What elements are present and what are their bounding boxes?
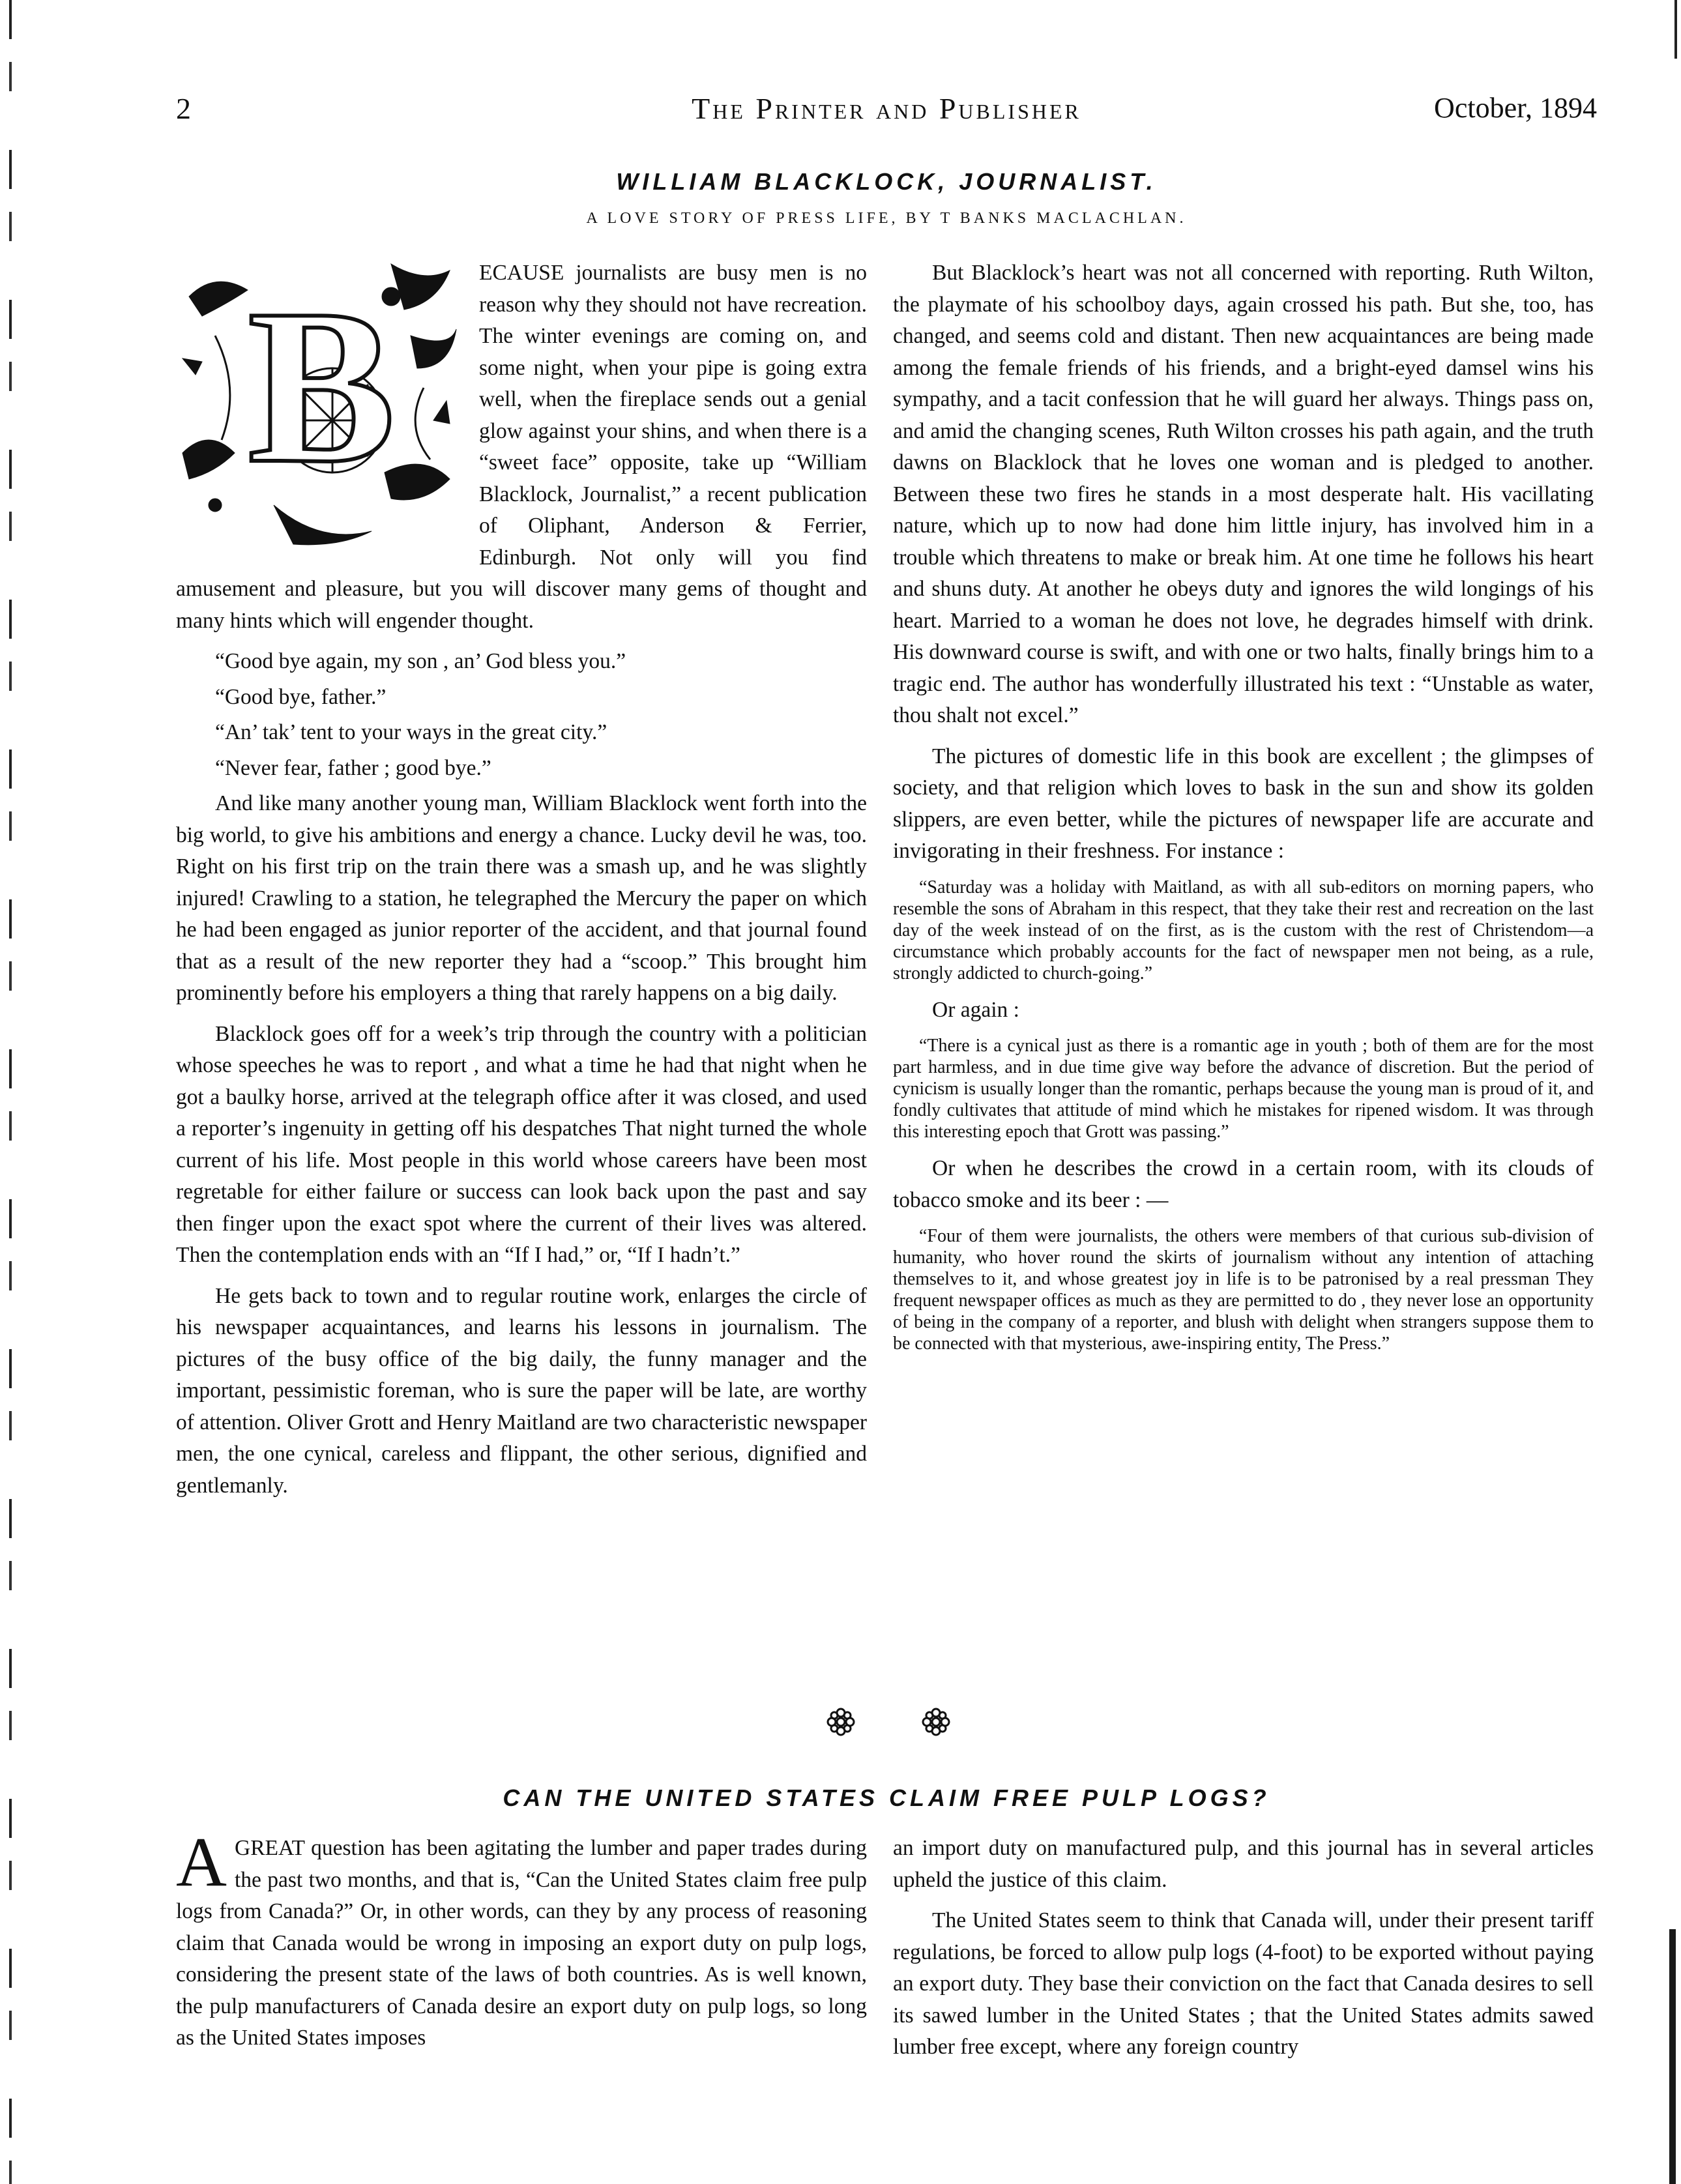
page-number: 2	[176, 92, 191, 125]
paragraph: Or when he describes the crowd in a certain room, with its clouds of tobacco smoke and its beer : —	[893, 1156, 1594, 1212]
paragraph: an import duty on manufactured pulp, and this journal has in several articles upheld the justice of this claim.	[893, 1836, 1594, 1892]
decorated-drop-cap	[176, 257, 463, 547]
scan-edge-artifact	[1674, 0, 1677, 59]
paragraph: Blacklock goes off for a week’s trip through the country with a politician whose speeches he was to report , and what a time he had that night when he got a baulky horse, arrived at the telegraph office after it was closed, and used a reporter’s ingenuity in getting off his despatches That night turned the whole current of his life. Most people in this world whose careers have been most regretable for either failure or success can look back upon the past and say then finger upon the exact spot where the current of their lives was altered. Then the contemplation ends with an “If I had,” or, “If I hadn’t.”	[176, 1021, 867, 1267]
article-column-right	[893, 257, 1594, 1365]
page-header	[176, 91, 1597, 130]
block-quote: “There is a cynical just as there is a romantic age in youth ; both of them are for the most part harmless, and in due time give way before the advance of discretion. But the period of cynicism is usually longer than the romantic, perhaps because the young man is proud of it, and fondly cultivates that attitude of mind which he mistakes for ripened wisdom. It was through this interesting epoch that Grott was passing.”	[893, 1036, 1594, 1142]
paragraph: But Blacklock’s heart was not all concerned with reporting. Ruth Wilton, the playmate of his schoolboy days, again crossed his path. But she, too, has changed, and seems cold and distant. Then new acquaintances are being made among the female friends of his friends, and a bright-eyed damsel wins his sympathy, and a tacit confession that he will guard her always. Things pass on, and amid the changing scenes, Ruth Wilton crosses his path again, and the truth dawns on Blacklock that he loves one woman and is pledged to another. Between these two fires he stands in a most desperate halt. His vacillating nature, which up to now had done him little injury, has involved him in a trouble which threatens to make or break him. At one time he follows his heart and shuns duty. At another he obeys duty and ignores the wild longings of his heart. Married to a woman he does not love, he degrades himself with drink. His downward course is swift, and with one or two halts, finally brings him to a tragic end. The author has wonderfully illustrated his text : “Unstable as water, thou shalt not excel.”	[893, 261, 1594, 727]
dialogue-line: “Good bye again, my son , an’ God bless you.”	[215, 649, 626, 673]
article-column-right	[893, 1833, 1594, 2073]
paragraph: The United States seem to think that Canada will, under their present tariff regulations, be forced to allow pulp logs (4-foot) to be exported without paying an export duty. They base their conviction on the fact that Canada desires to sell its sawed lumber in the United States ; that the United States admits sawed lumber free except, where any foreign country	[893, 1908, 1594, 2059]
paragraph: And like many another young man, William Blacklock went forth into the big world, to give his ambitions and energy a chance. Lucky devil he was, too. Right on his first trip on the train there was a smash up, and he was slightly injured! Crawling to a station, he telegraphed the Mercury the paper on which he had been engaged as junior reporter of the accident, and that journal found that as a result of the new reporter they had a “scoop.” This brought him prominently before his employers a thing that rarely happens on a big daily.	[176, 791, 867, 1005]
floral-ornament-icon	[826, 1708, 855, 1736]
dialogue-line: “An’ tak’ tent to your ways in the great city.”	[215, 720, 607, 744]
article-column-left	[176, 1824, 867, 2063]
paragraph: Or again :	[932, 997, 1019, 1022]
paragraph-text: GREAT question has been agitating the lumber and paper trades during the past two months, and that is, “Can the United States claim free pulp logs from Canada?” Or, in other words, can they by any process of reasoning claim that Canada would be wrong in imposing an export duty on pulp logs, considering the present state of the laws of both countries. As is well known, the pulp manufacturers of Canada desire an export duty on pulp logs, so long as the United States imposes	[176, 1836, 867, 2050]
journal-name: The Printer and Publisher	[692, 92, 1081, 125]
scan-edge-artifact	[1669, 1929, 1676, 2184]
article-title: CAN THE UNITED STATES CLAIM FREE PULP LOGS?	[503, 1784, 1270, 1811]
article-subtitle: A LOVE STORY OF PRESS LIFE, BY T BANKS MACLACHLAN.	[586, 210, 1187, 227]
section-divider	[0, 1708, 1681, 1747]
drop-cap-letter: A	[176, 1824, 227, 1901]
block-quote: “Four of them were journalists, the others were members of that curious sub-division of humanity, who hover round the skirts of journalism without any intention of attaching themselves to it, and whose greatest joy in life is to be patronised by a real pressman They frequent newspaper offices as much as they are permitted to do , they never lose an opportunity of being in the company of a reporter, and blush with delight when strangers suppose them to be connected with that mysterious, awe-inspiring entity, The Press.”	[893, 1226, 1594, 1354]
floral-ornament-icon	[922, 1708, 950, 1736]
article-title: WILLIAM BLACKLOCK, JOURNALIST.	[616, 168, 1157, 195]
scan-edge-artifact	[9, 0, 12, 2184]
drop-cap-letter: B	[248, 263, 396, 509]
article-column-left	[176, 257, 867, 1511]
paragraph: He gets back to town and to regular routine work, enlarges the circle of his newspaper acquaintances, and learns his lessons in journalism. The pictures of the busy office of the big daily, the funny manager and the important, pessimistic foreman, who is sure the paper will be late, are worthy of attention. Oliver Grott and Henry Maitland are two characteristic newspaper men, the one cynical, careless and flippant, the other serious, dignified and gentlemanly.	[176, 1283, 867, 1498]
dialogue-line: “Good bye, father.”	[215, 684, 387, 709]
block-quote: “Saturday was a holiday with Maitland, as with all sub-editors on morning papers, who resemble the sons of Abraham in this respect, that they take their rest and recreation on the last day of the week instead of on the first, as is the custom with the rest of Christendom—a circumstance which probably accounts for the fact of newspaper men not being, as a rule, strongly addicted to church-going.”	[893, 877, 1594, 983]
paragraph	[176, 1824, 867, 2054]
dialogue-line: “Never fear, father ; good bye.”	[215, 755, 491, 780]
paragraph: ECAUSE journalists are busy men is no reason why they should not have recreation. The winter evenings are coming on, and some night, when your pipe is going extra well, when the fireplace sends out a genial glow against your shins, and when there is a “sweet face” opposite, take up “William Blacklock, Journalist,” a recent publication of Oliphant, Anderson & Ferrier, Edinburgh. Not only will you find amusement and pleasure, but you will discover many gems of thought and many hints which will engender thought.	[176, 261, 867, 633]
issue-date: October, 1894	[1434, 92, 1597, 124]
paragraph: The pictures of domestic life in this book are excellent ; the glimpses of society, and that religion which loves to bask in the sun and show its golden slippers, are even better, while the pictures of newspaper life are accurate and invigorating in their freshness. For instance :	[893, 744, 1594, 863]
